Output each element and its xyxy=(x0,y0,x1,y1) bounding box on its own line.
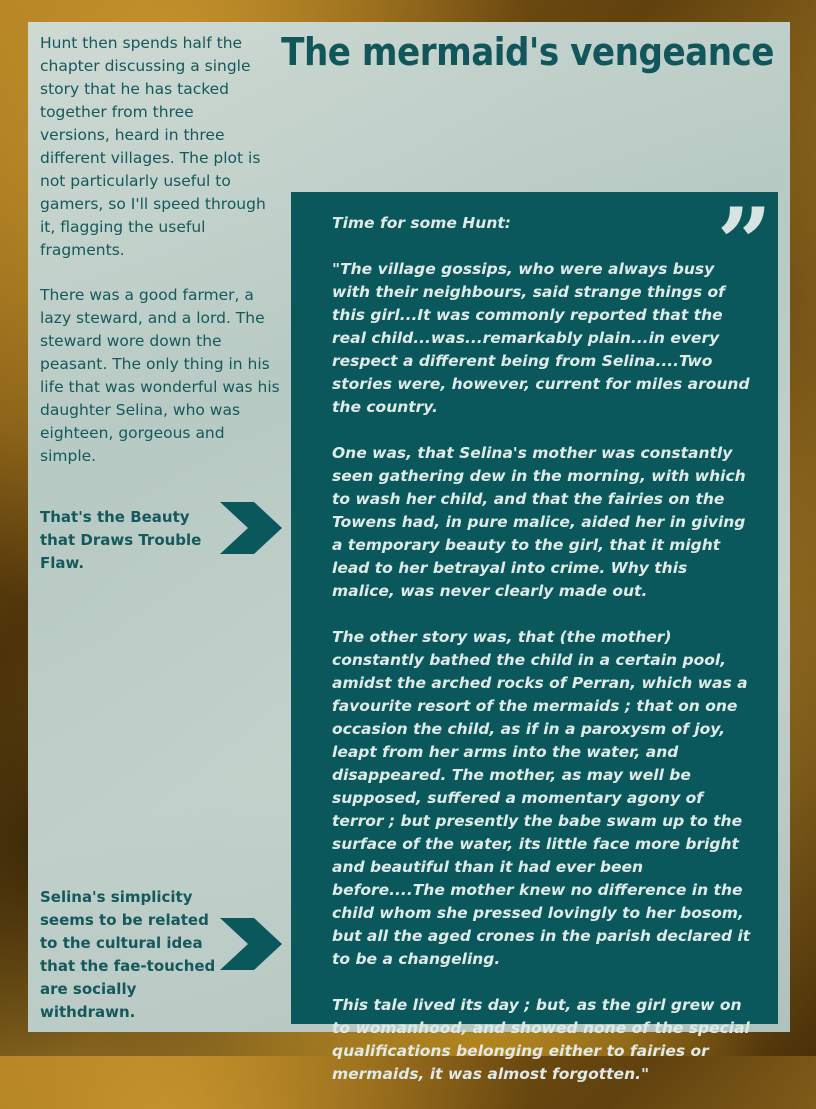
quote-box xyxy=(291,187,778,1083)
intro-text: Hunt then spends half the chapter discussing a single story that he has tacked together from three versions, heard in three different villages. The plot is not particularly useful to gamers, so I'll speed through it, flagging the useful fragments. xyxy=(40,34,266,259)
page-title: The mermaid's vengeance xyxy=(281,30,774,74)
chevron-right-icon xyxy=(218,502,284,554)
chevron-right-icon xyxy=(218,918,284,970)
sidenote-simplicity: Selina's simplicity seems to be related to the cultural idea that the fae-touched are socially withdrawn. xyxy=(40,888,216,1021)
quote-paragraph: The other story was, that (the mother) constantly bathed the child in a certain pool, amidst the arched rocks of Perran, which was a favourite resort of the mermaids ; that on one occasion the child, as if in a paroxysm of joy, leapt from her arms into the water, and disappeared. The mother, as may well be supposed, suffered a momentary agony of terror ; but presently the babe swam up to the surface of the water, its little face more bright and beautiful than it had ever been before....The mother knew no difference in the child whom she pressed lovingly to her bosom, but all the aged crones in the parish declared it to be a changeling. xyxy=(332,628,751,968)
quote-paragraph: One was, that Selina's mother was constantly seen gathering dew in the morning, with which to wash her child, and that the fairies on the Towens had, in pure malice, aided her in giving a temporary beauty to the girl, that it might lead to her betrayal into crime. Why this malice, was never clearly made out. xyxy=(332,444,746,600)
summary-text: There was a good farmer, a lazy steward, and a lord. The steward wore down the peasant. The only thing in his life that was wonderful was his daughter Selina, who was eighteen, gorgeous and simple. xyxy=(40,286,280,465)
sidenote-beauty-flaw: That's the Beauty that Draws Trouble Flaw. xyxy=(40,508,202,572)
quotation-mark-icon: ” xyxy=(716,187,772,300)
quote-heading: Time for some Hunt: xyxy=(332,214,511,232)
quote-paragraph: This tale lived its day ; but, as the girl grew on to womanhood, and showed none of the special qualifications belonging either to fairies or mermaids, it was almost forgotten." xyxy=(332,996,750,1083)
quote-paragraph: "The village gossips, who were always busy with their neighbours, said strange things of this girl...It was commonly reported that the real child...was...remarkably plain...in every respect a different being from Selina....Two stories were, however, current for miles around the country. xyxy=(332,260,750,416)
quote-text xyxy=(332,212,752,1109)
